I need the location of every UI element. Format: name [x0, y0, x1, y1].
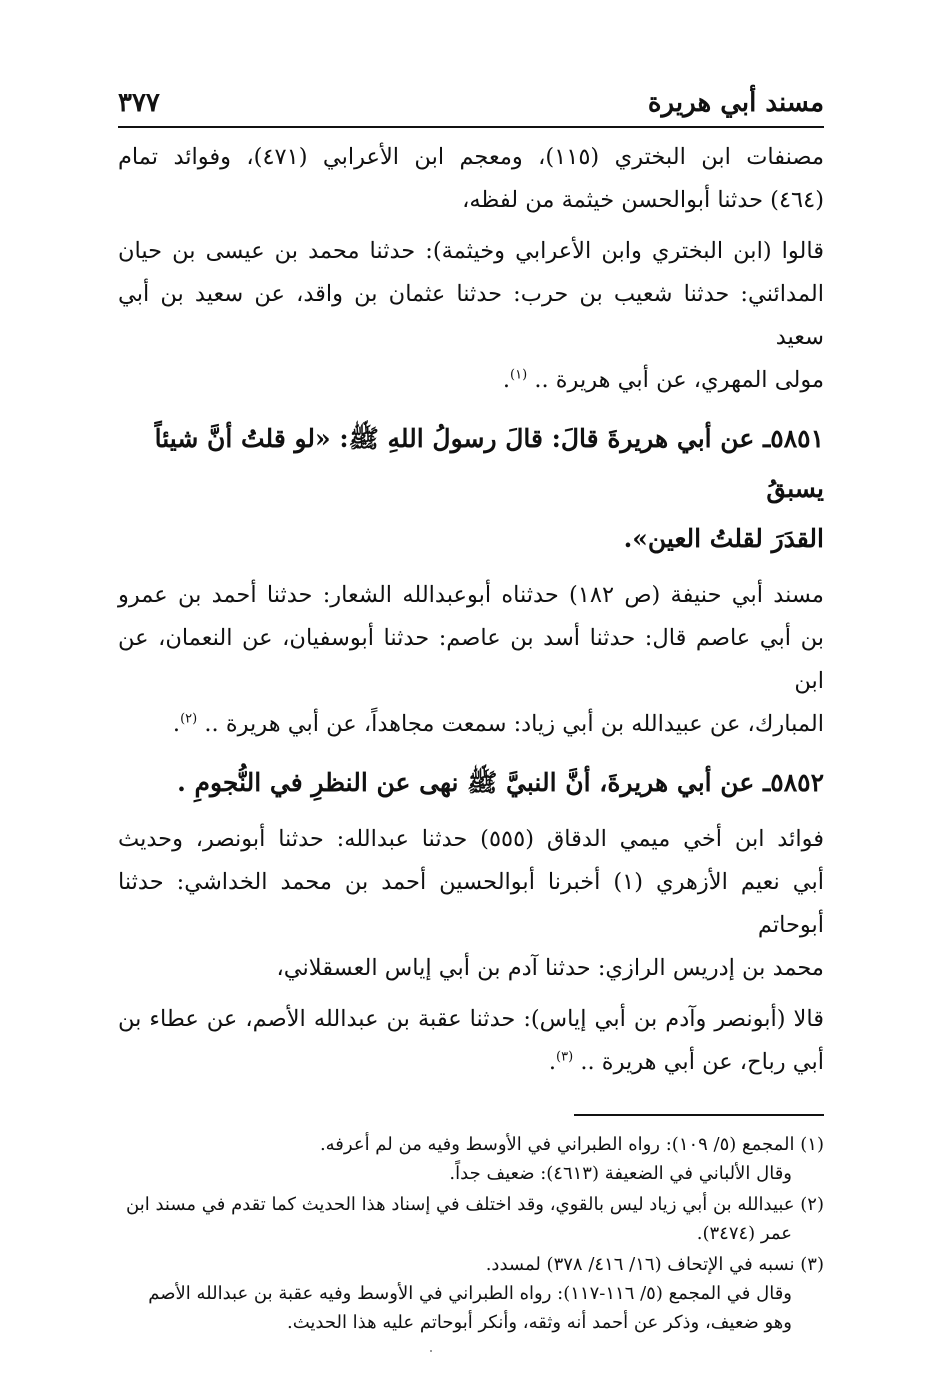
- footnote-line: (١) المجمع (٥/ ١٠٩): رواه الطبراني في الأوسط وفيه من لم أعرفه.: [319, 1134, 824, 1155]
- text-fragment: مولى المهري، عن أبي هريرة ..: [534, 367, 824, 393]
- paragraph-isnad-3: [118, 818, 824, 990]
- page-number: ٣٧٧: [118, 88, 160, 118]
- footnote-3: [118, 1250, 824, 1337]
- text-line: قالا (أبونصر وآدم بن أبي إياس): حدثنا عقبة بن عبدالله الأصم، عن عطاء بن: [118, 1006, 824, 1032]
- footnote-2: [118, 1190, 824, 1248]
- footnote-1: [118, 1130, 824, 1188]
- footnote-ref-2: (٢): [180, 711, 198, 727]
- text-line: المدائني: حدثنا شعيب بن حرب: حدثنا عثمان بن واقد، عن سعيد بن أبي سعيد: [118, 281, 824, 350]
- paragraph-isnad-1: [118, 230, 824, 402]
- text-line: المبارك، عن عبيدالله بن أبي زياد: سمعت مجاهداً، عن أبي هريرة .. $^{(٢)}$.: [172, 711, 824, 737]
- footnote-ref-1: (١): [510, 367, 528, 383]
- footnote-line: عمر (٣٤٧٤).: [696, 1223, 792, 1244]
- hadith-line: ٥٨٥١ـ عن أبي هريرةَ قالَ: قالَ رسولُ اللهِ ﷺ: «لو قلتُ أنَّ شيئاً يسبقُ: [154, 424, 824, 503]
- header-title: مسند أبي هريرة: [647, 88, 824, 118]
- paragraph-isnad-4: [118, 998, 824, 1084]
- text-line: مصنفات ابن البختري (١١٥)، ومعجم ابن الأعرابي (٤٧١)، وفوائد تمام: [118, 144, 824, 170]
- hadith-5852: [118, 758, 824, 808]
- text-line: قالوا (ابن البختري وابن الأعرابي وخيثمة): حدثنا محمد بن عيسى بن حيان: [118, 238, 824, 264]
- text-line: بن أبي عاصم قال: حدثنا أسد بن عاصم: حدثنا أبوسفيان، عن النعمان، عن ابن: [118, 625, 824, 694]
- text-line: (٤٦٤) حدثنا أبوالحسن خيثمة من لفظه،: [462, 187, 824, 213]
- footnotes: [118, 1130, 824, 1337]
- footnote-line: (٣) نسبه في الإتحاف (١٦/ ٤١٦/ ٣٧٨) لمسدد.: [485, 1254, 824, 1275]
- scan-speck: [430, 1350, 432, 1352]
- footnote-line: (٢) عبيدالله بن أبي زياد ليس بالقوي، وقد اختلف في إسناد هذا الحديث كما تقدم في مسند ابن: [126, 1194, 824, 1215]
- text-line: فوائد ابن أخي ميمي الدقاق (٥٥٥) حدثنا عبدالله: حدثنا أبونصر، وحديث: [118, 826, 825, 852]
- footnote-divider: [574, 1114, 824, 1116]
- main-text: [118, 136, 824, 1084]
- running-header: [118, 88, 824, 128]
- paragraph-isnad-2: [118, 574, 824, 746]
- hadith-line: القدَرَ لقلتُ العين».: [623, 524, 824, 553]
- text-fragment: أبي رباح، عن أبي هريرة ..: [580, 1049, 824, 1075]
- hadith-5851: [118, 414, 824, 564]
- footnote-line: وهو ضعيف، وذكر عن أحمد أنه وثقه، وأنكر أبوحاتم عليه هذا الحديث.: [287, 1312, 792, 1333]
- footnote-line: وقال في المجمع (٥/ ١١٦-١١٧): رواه الطبراني في الأوسط وفيه عقبة بن عبدالله الأصم: [148, 1283, 792, 1304]
- text-fragment: المبارك، عن عبيدالله بن أبي زياد: سمعت مجاهداً، عن أبي هريرة ..: [204, 711, 824, 737]
- text-line: أبي نعيم الأزهري (١) أخبرنا أبوالحسين أحمد بن محمد الخداشي: حدثنا أبوحاتم: [118, 869, 824, 938]
- hadith-line: ٥٨٥٢ـ عن أبي هريرةَ، أنَّ النبيَّ ﷺ نهى عن النظرِ في النُّجومِ .: [177, 768, 824, 797]
- text-line: مسند أبي حنيفة (ص ١٨٢) حدثناه أبوعبدالله الشعار: حدثنا أحمد بن عمرو: [118, 582, 824, 608]
- text-line: مولى المهري، عن أبي هريرة .. $^{(١)}$.: [502, 367, 824, 393]
- text-line: أبي رباح، عن أبي هريرة .. $^{(٣)}$.: [548, 1049, 824, 1075]
- text-line: محمد بن إدريس الرازي: حدثنا آدم بن أبي إياس العسقلاني،: [276, 955, 824, 981]
- footnote-line: وقال الألباني في الضعيفة (٤٦١٣): ضعيف جداً.: [449, 1163, 792, 1184]
- paragraph-sources: [118, 136, 824, 222]
- footnote-ref-3: (٣): [556, 1049, 574, 1065]
